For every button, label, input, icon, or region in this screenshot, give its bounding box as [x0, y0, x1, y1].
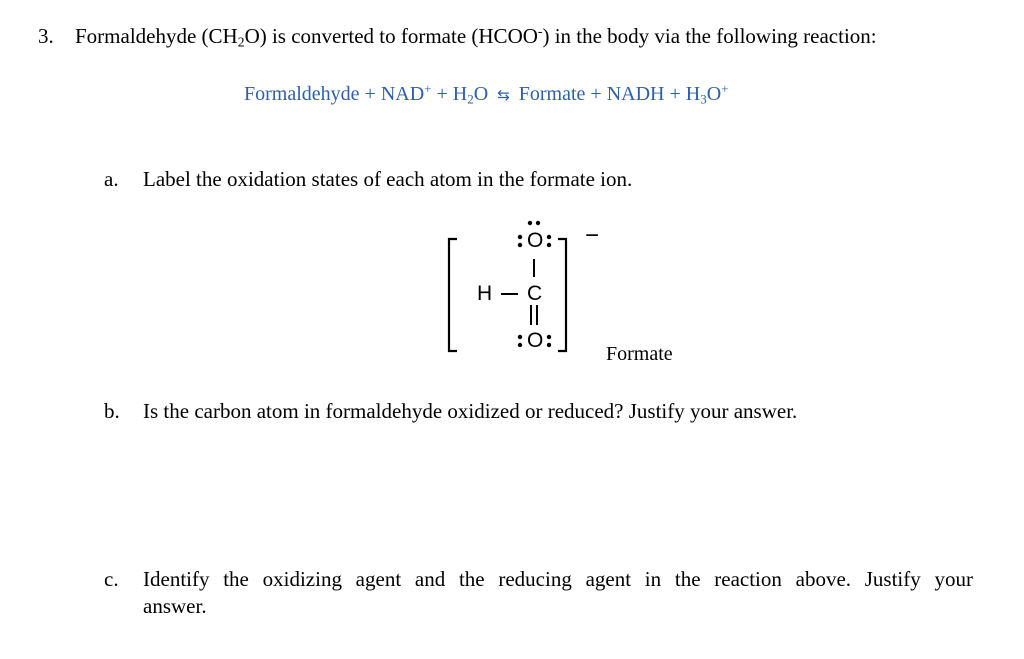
eq-plus: +	[590, 83, 602, 105]
eq-formate: Formate	[518, 83, 586, 105]
eq-water-sub: 2	[467, 91, 474, 107]
lone-pair-dot	[518, 235, 522, 239]
lone-pair-dot	[547, 235, 551, 239]
eq-hydronium-o: O	[706, 83, 722, 105]
lone-pair-dot	[547, 343, 551, 347]
lone-pair-dot	[528, 221, 532, 225]
ion-charge: −	[585, 222, 600, 249]
structure-caption: Formate	[606, 343, 673, 365]
atom-hydrogen: H	[477, 282, 493, 305]
part-b-text: Is the carbon atom in formaldehyde oxidized or reduced? Justify your answer.	[143, 399, 798, 423]
atom-oxygen-top: O	[527, 229, 544, 252]
lone-pair-dot	[536, 221, 540, 225]
eq-water-h: H	[452, 83, 468, 105]
formate-lewis-structure	[430, 215, 630, 365]
eq-water-o: O	[473, 83, 489, 105]
eq-hydronium-charge: +	[721, 80, 729, 96]
intro-text-1: Formaldehyde (CH	[75, 24, 238, 48]
eq-nadh: NADH	[606, 83, 665, 105]
part-c-letter: c.	[104, 567, 119, 591]
part-c-text-line-2: answer.	[143, 594, 207, 618]
eq-nad: NAD	[380, 83, 425, 105]
lone-pair-dot	[518, 343, 522, 347]
lone-pair-dot	[547, 243, 551, 247]
intro-text-2: O) is converted to formate (HCOO	[244, 24, 538, 48]
left-bracket	[449, 239, 457, 351]
reaction-equation	[244, 80, 729, 107]
intro-subscript: 2	[237, 34, 245, 50]
eq-hydronium-h: H	[685, 83, 701, 105]
intro-superscript: -	[537, 23, 543, 39]
question-intro	[75, 24, 877, 49]
right-bracket	[558, 239, 566, 351]
atom-oxygen-bottom: O	[527, 329, 544, 352]
part-c-text-line-1: Identify the oxidizing agent and the reducing agent in the reaction above. Justify your	[143, 567, 973, 591]
eq-hydronium-sub: 3	[700, 91, 707, 107]
eq-plus: +	[669, 83, 681, 105]
part-a-text: Label the oxidation states of each atom in the formate ion.	[143, 167, 633, 191]
eq-plus: +	[436, 83, 448, 105]
equilibrium-arrow-icon: ⇆	[497, 87, 510, 104]
lone-pair-dot	[518, 335, 522, 339]
intro-text-3: ) in the body via the following reaction:	[542, 24, 877, 48]
lone-pair-dot	[547, 335, 551, 339]
part-a-letter: a.	[104, 167, 119, 191]
atom-carbon: C	[527, 282, 543, 305]
eq-formaldehyde: Formaldehyde	[244, 83, 360, 105]
eq-nad-charge: +	[424, 80, 432, 96]
lone-pair-dot	[518, 243, 522, 247]
eq-plus: +	[364, 83, 376, 105]
part-b-letter: b.	[104, 399, 120, 423]
question-number: 3.	[38, 24, 54, 48]
